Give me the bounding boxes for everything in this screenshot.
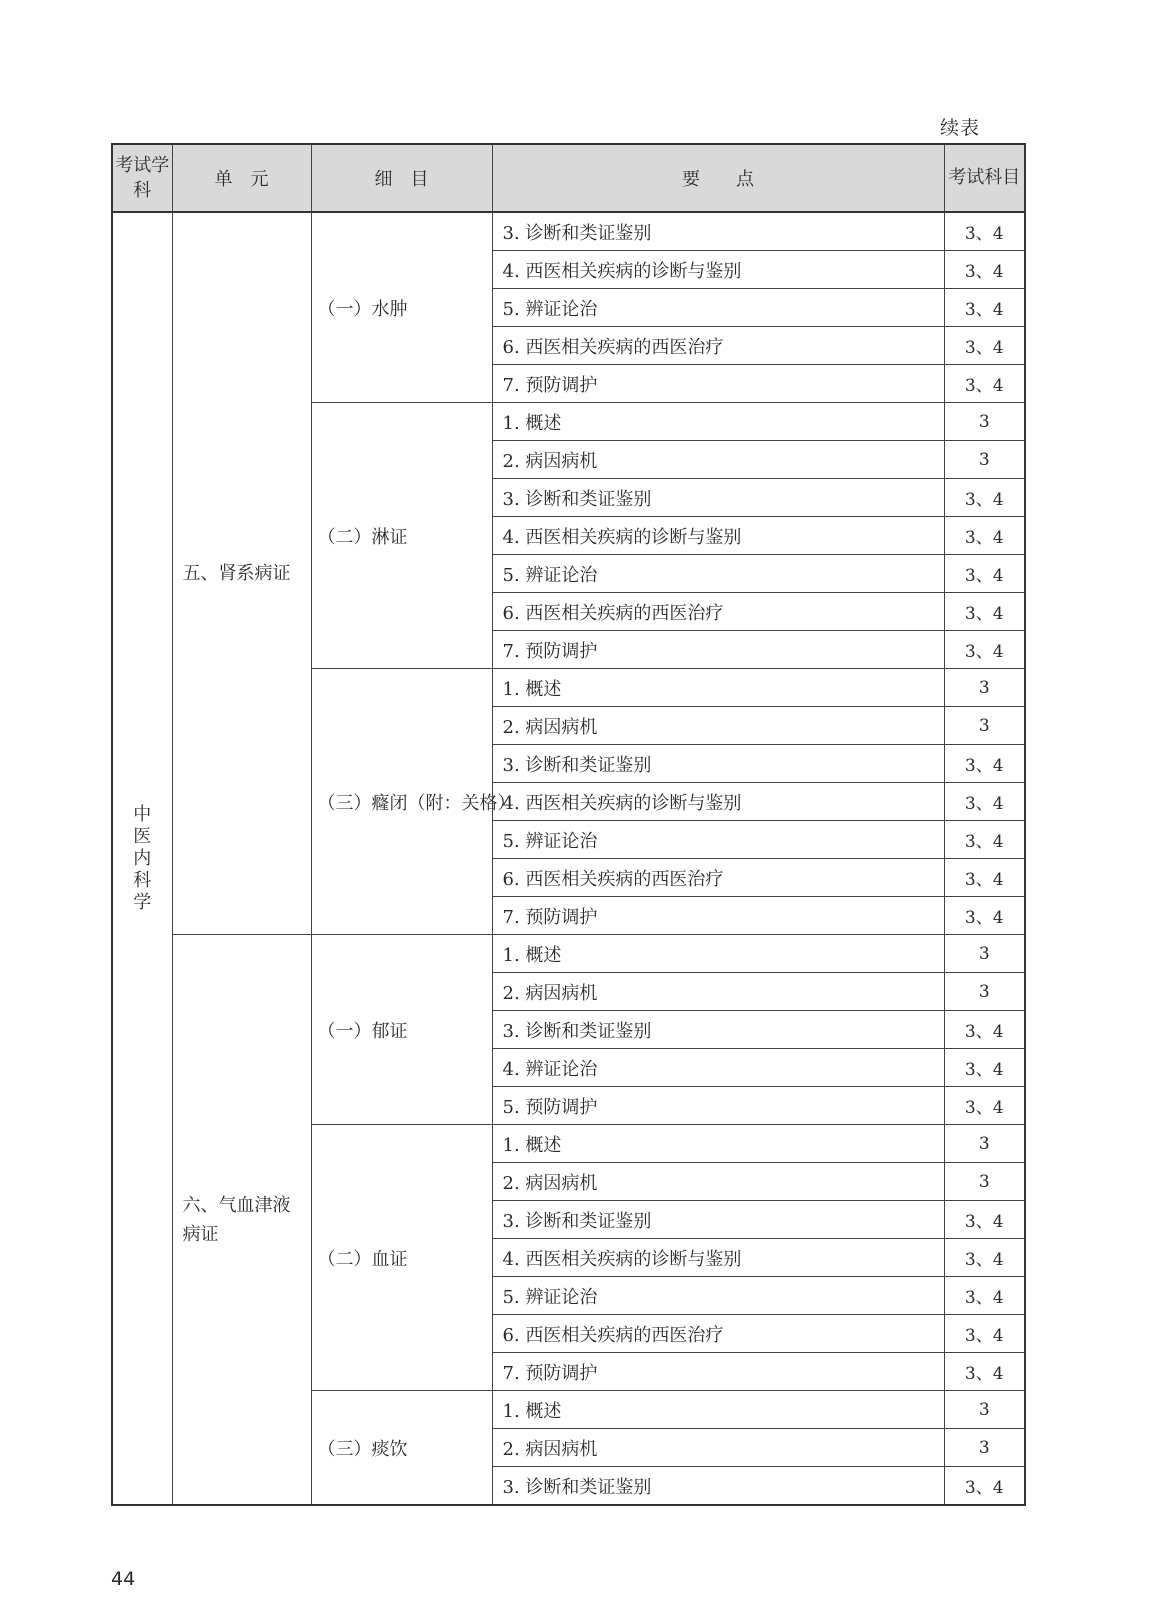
level-cell: 3、4 [944, 783, 1025, 821]
page-number: 44 [111, 1568, 136, 1590]
point-cell: 5. 辨证论治 [492, 289, 944, 327]
level-cell: 3 [944, 935, 1025, 973]
point-cell: 3. 诊断和类证鉴别 [492, 1201, 944, 1239]
level-cell: 3 [944, 973, 1025, 1011]
level-cell: 3、4 [944, 821, 1025, 859]
level-cell: 3 [944, 1429, 1025, 1467]
header-unit: 单 元 [172, 144, 311, 212]
table-body [112, 212, 1025, 1505]
table-row [112, 935, 1025, 973]
level-cell: 3、4 [944, 479, 1025, 517]
level-cell: 3、4 [944, 327, 1025, 365]
point-cell: 1. 概述 [492, 669, 944, 707]
point-cell: 4. 西医相关疾病的诊断与鉴别 [492, 1239, 944, 1277]
level-cell: 3 [944, 441, 1025, 479]
level-cell: 3、4 [944, 1353, 1025, 1391]
subject-cell [112, 212, 172, 1505]
point-cell: 4. 西医相关疾病的诊断与鉴别 [492, 783, 944, 821]
detail-cell: （三）痰饮 [311, 1391, 492, 1506]
point-cell: 6. 西医相关疾病的西医治疗 [492, 1315, 944, 1353]
point-cell: 5. 辨证论治 [492, 1277, 944, 1315]
point-cell: 5. 预防调护 [492, 1087, 944, 1125]
point-cell: 4. 西医相关疾病的诊断与鉴别 [492, 517, 944, 555]
level-cell: 3、4 [944, 1011, 1025, 1049]
level-cell: 3、4 [944, 251, 1025, 289]
level-cell: 3、4 [944, 1315, 1025, 1353]
point-cell: 2. 病因病机 [492, 707, 944, 745]
point-cell: 1. 概述 [492, 403, 944, 441]
point-cell: 2. 病因病机 [492, 441, 944, 479]
level-cell: 3 [944, 1163, 1025, 1201]
level-cell: 3 [944, 669, 1025, 707]
header-subject: 考试学科 [112, 144, 172, 212]
point-cell: 5. 辨证论治 [492, 821, 944, 859]
point-cell: 2. 病因病机 [492, 1163, 944, 1201]
point-cell: 1. 概述 [492, 1391, 944, 1429]
point-cell: 7. 预防调护 [492, 1353, 944, 1391]
level-cell: 3、4 [944, 1201, 1025, 1239]
level-cell: 3、4 [944, 1277, 1025, 1315]
point-cell: 2. 病因病机 [492, 973, 944, 1011]
level-cell: 3、4 [944, 1049, 1025, 1087]
level-cell: 3、4 [944, 631, 1025, 669]
detail-cell: （一）水肿 [311, 212, 492, 403]
unit-cell: 五、肾系病证 [172, 212, 311, 935]
detail-cell: （二）淋证 [311, 403, 492, 669]
level-cell: 3、4 [944, 1467, 1025, 1506]
point-cell: 7. 预防调护 [492, 897, 944, 935]
continued-label: 续表 [940, 117, 981, 139]
point-cell: 3. 诊断和类证鉴别 [492, 1467, 944, 1506]
point-cell: 6. 西医相关疾病的西医治疗 [492, 859, 944, 897]
point-cell: 3. 诊断和类证鉴别 [492, 1011, 944, 1049]
point-cell: 6. 西医相关疾病的西医治疗 [492, 593, 944, 631]
level-cell: 3、4 [944, 289, 1025, 327]
level-cell: 3 [944, 707, 1025, 745]
unit-cell: 六、气血津液病证 [172, 935, 311, 1506]
header-row [112, 144, 1025, 212]
point-cell: 3. 诊断和类证鉴别 [492, 745, 944, 783]
level-cell: 3、4 [944, 745, 1025, 783]
level-cell: 3、4 [944, 859, 1025, 897]
level-cell: 3、4 [944, 517, 1025, 555]
point-cell: 3. 诊断和类证鉴别 [492, 479, 944, 517]
level-cell: 3、4 [944, 212, 1025, 251]
point-cell: 1. 概述 [492, 935, 944, 973]
point-cell: 7. 预防调护 [492, 365, 944, 403]
point-cell: 2. 病因病机 [492, 1429, 944, 1467]
detail-cell: （二）血证 [311, 1125, 492, 1391]
level-cell: 3、4 [944, 897, 1025, 935]
point-cell: 4. 辨证论治 [492, 1049, 944, 1087]
level-cell: 3、4 [944, 365, 1025, 403]
level-cell: 3 [944, 403, 1025, 441]
level-cell: 3、4 [944, 1087, 1025, 1125]
point-cell: 4. 西医相关疾病的诊断与鉴别 [492, 251, 944, 289]
point-cell: 7. 预防调护 [492, 631, 944, 669]
header-level: 考试科目 [944, 144, 1025, 212]
level-cell: 3 [944, 1125, 1025, 1163]
point-cell: 3. 诊断和类证鉴别 [492, 212, 944, 251]
subject-label: 中医内科学 [133, 803, 152, 913]
table-row [112, 212, 1025, 251]
header-point: 要 点 [492, 144, 944, 212]
level-cell: 3、4 [944, 555, 1025, 593]
detail-cell: （一）郁证 [311, 935, 492, 1125]
header-detail: 细 目 [311, 144, 492, 212]
level-cell: 3、4 [944, 593, 1025, 631]
level-cell: 3 [944, 1391, 1025, 1429]
point-cell: 5. 辨证论治 [492, 555, 944, 593]
detail-cell: （三）癃闭（附：关格） [311, 669, 492, 935]
syllabus-table [111, 143, 1026, 1506]
point-cell: 1. 概述 [492, 1125, 944, 1163]
point-cell: 6. 西医相关疾病的西医治疗 [492, 327, 944, 365]
level-cell: 3、4 [944, 1239, 1025, 1277]
